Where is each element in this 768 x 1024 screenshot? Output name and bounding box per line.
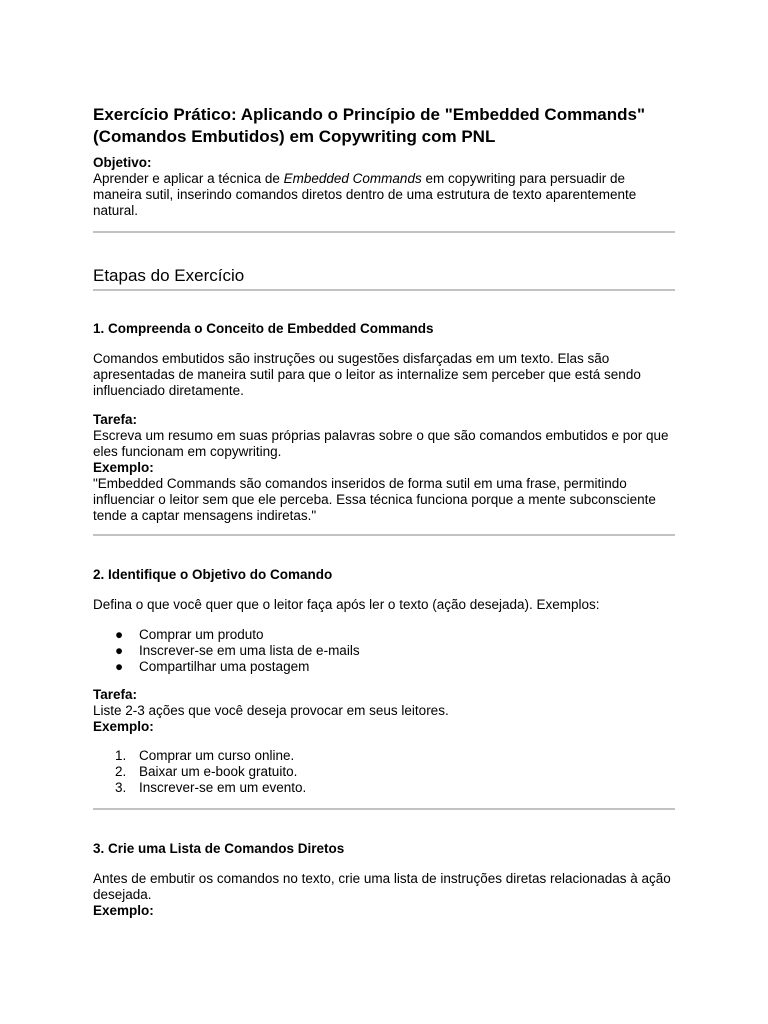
step-3-intro-text: Antes de embutir os comandos no texto, crie uma lista de instruções diretas relacionadas à ação desejada. (93, 871, 671, 902)
step-2-numbered-list (93, 748, 675, 796)
example-label: Exemplo: (93, 719, 154, 734)
list-number: 3. (115, 780, 127, 795)
title-line-2: (Comandos Embutidos) em Copywriting com PNL (93, 127, 496, 146)
bullet-icon: ● (115, 643, 124, 658)
task-label: Tarefa: (93, 412, 138, 427)
step-2-intro: Defina o que você quer que o leitor faça após ler o texto (ação desejada). Exemplos: (93, 597, 600, 612)
list-item (93, 748, 675, 764)
task-text: Escreva um resumo em suas próprias palavras sobre o que são comandos embutidos e por que eles funcionam em copywriting. (93, 428, 669, 459)
list-item (93, 627, 675, 643)
objective-text (93, 171, 675, 219)
divider (93, 534, 675, 536)
step-1-task (93, 412, 675, 524)
title-line-1: Exercício Prático: Aplicando o Princípio de "Embedded Commands" (93, 105, 646, 124)
step-1-intro: Comandos embutidos são instruções ou sugestões disfarçadas em um texto. Elas são apresentadas de maneira sutil para que o leitor as internalize sem perceber que está sendo influenciado diretamente. (93, 351, 641, 398)
objective-text-emphasis: Embedded Commands (283, 171, 422, 186)
list-item-text: Baixar um e-book gratuito. (139, 764, 298, 779)
divider (93, 289, 675, 291)
objective-section (93, 155, 675, 219)
step-3-intro (93, 871, 675, 919)
divider (93, 231, 675, 233)
list-number: 2. (115, 764, 127, 779)
example-text: "Embedded Commands são comandos inseridos de forma sutil em uma frase, permitindo influenciar o leitor sem que ele perceba. Essa técnica funciona porque a mente subconsciente tende a captar mensagens indiretas." (93, 476, 656, 523)
task-label: Tarefa: (93, 687, 138, 702)
list-item-text: Compartilhar uma postagem (139, 659, 310, 674)
list-item-text: Comprar um produto (139, 627, 264, 642)
list-item-text: Comprar um curso online. (139, 748, 295, 763)
objective-label: Objetivo: (93, 155, 152, 170)
example-label: Exemplo: (93, 460, 154, 475)
bullet-icon: ● (115, 627, 124, 642)
page-title (93, 104, 675, 148)
step-2-task (93, 687, 675, 735)
list-number: 1. (115, 748, 127, 763)
example-label: Exemplo: (93, 903, 154, 918)
step-3-heading: 3. Crie uma Lista de Comandos Diretos (93, 841, 345, 856)
objective-text-after: em copywriting para persuadir de maneira sutil, inserindo comandos diretos dentro de uma estrutura de texto aparentemente natural. (93, 171, 637, 218)
objective-text-before: Aprender e aplicar a técnica de (93, 171, 284, 186)
list-item-text: Inscrever-se em uma lista de e-mails (139, 643, 360, 658)
divider (93, 808, 675, 810)
list-item (93, 659, 675, 675)
list-item (93, 780, 675, 796)
list-item (93, 643, 675, 659)
step-2-bullet-list (93, 627, 675, 675)
bullet-icon: ● (115, 659, 124, 674)
task-text: Liste 2-3 ações que você deseja provocar em seus leitores. (93, 703, 449, 718)
step-1-heading: 1. Compreenda o Conceito de Embedded Commands (93, 321, 434, 336)
step-2-heading: 2. Identifique o Objetivo do Comando (93, 567, 333, 582)
list-item-text: Inscrever-se em um evento. (139, 780, 307, 795)
list-item (93, 764, 675, 780)
section-heading-steps: Etapas do Exercício (93, 266, 245, 285)
